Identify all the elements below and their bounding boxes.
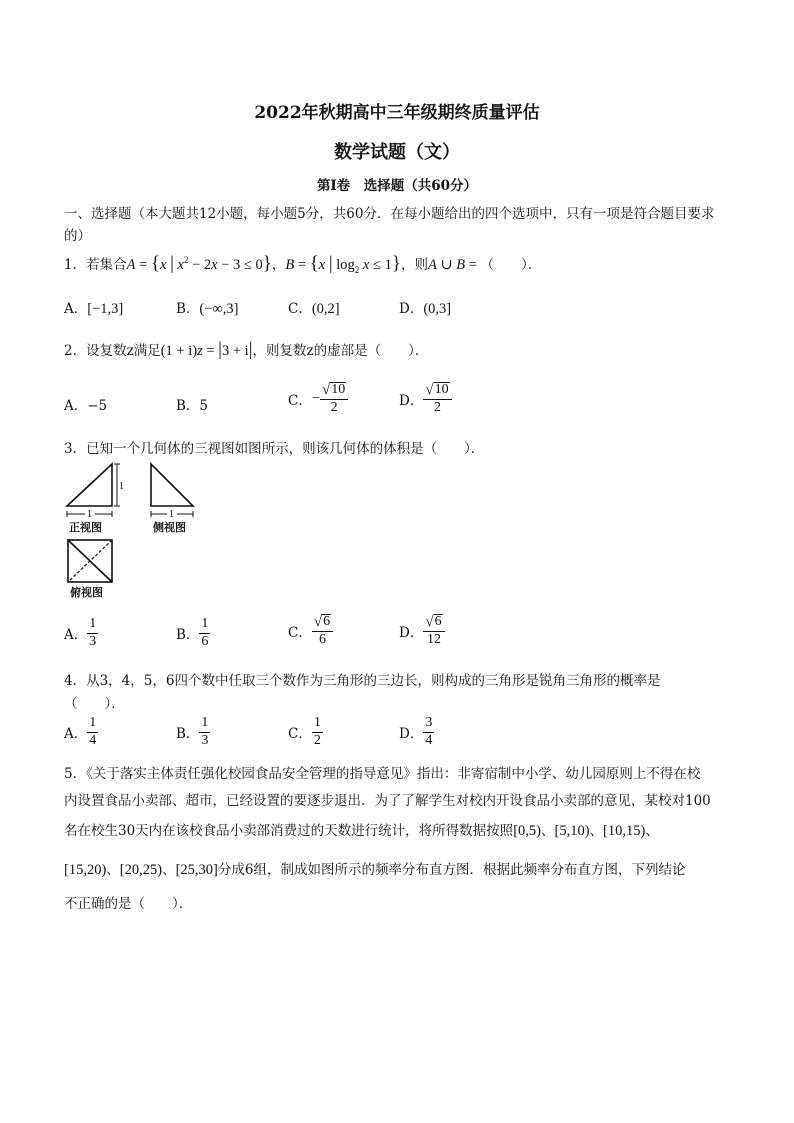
question-5-line-5: 不正确的是（ ）． bbox=[64, 896, 193, 912]
question-2 bbox=[64, 339, 428, 360]
q3-option-b: B． $\frac{1}{6}$ bbox=[176, 616, 209, 649]
q4-option-c: C． $\frac{1}{2}$ bbox=[288, 715, 321, 748]
q2-option-b: B．5 bbox=[176, 398, 209, 414]
question-4-line-1: 4．从3，4，5，6四个数中任取三个数作为三角形的三边长，则构成的三角形是锐角三角形的概率是 bbox=[64, 673, 661, 689]
complex-equation: (1 + i)z = |3 + i| bbox=[160, 339, 253, 360]
q1-option-d: D．(0,3] bbox=[399, 301, 452, 317]
q1-option-c: C．(0,2] bbox=[288, 301, 340, 317]
question-5-line-1: 5．《关于落实主体责任强化校园食品安全管理的指导意见》指出：非寄宿制中小学、幼儿园原则上不得在校 bbox=[64, 766, 701, 782]
exam-subtitle: 数学试题（文） bbox=[334, 142, 460, 163]
q4-option-d: D． $\frac{3}{4}$ bbox=[399, 715, 433, 748]
union-expression: A ∪ B = bbox=[427, 257, 481, 273]
instructions-line-1: 一、选择题（本大题共12小题，每小题5分，共60分．在每小题给出的四个选项中，只有一项是符合题目要求 bbox=[64, 206, 715, 222]
three-view-figure bbox=[62, 462, 202, 602]
question-5-line-3: 名在校生30天内在该校食品小卖部消费过的天数进行统计，将所得数据按照[0,5)、[5,10)、[10,15)、 bbox=[64, 823, 659, 839]
q2-prefix: 2．设复数z满足 bbox=[64, 343, 161, 359]
section-heading: 第Ⅰ卷 选择题（共60分） bbox=[316, 178, 478, 194]
front-view-label: 正视图 bbox=[69, 521, 102, 534]
exam-title: 2022年秋期高中三年级期终质量评估 bbox=[254, 103, 540, 123]
question-4-line-2: （ ）． bbox=[64, 696, 125, 712]
q1-option-a: A．[−1,3] bbox=[64, 301, 124, 317]
side-dim-label: 1 bbox=[169, 509, 174, 520]
q3-option-c: C． √ 6 6 bbox=[288, 614, 333, 648]
q1-end: （ ）． bbox=[480, 257, 542, 273]
q4-option-a: A． $\frac{1}{4}$ bbox=[64, 715, 97, 748]
question-3: 3．已知一个几何体的三视图如图所示，则该几何体的体积是（ ）． bbox=[64, 441, 485, 457]
q1-prefix: 1．若集合 bbox=[64, 257, 127, 273]
width-dim-label: 1 bbox=[87, 509, 92, 520]
q4-option-b: B． $\frac{1}{3}$ bbox=[176, 715, 209, 748]
q2-end: ，则复数z的虚部是（ ）． bbox=[252, 343, 429, 359]
instructions-line-2: 的） bbox=[64, 228, 91, 244]
q1-mid: ，则 bbox=[400, 257, 428, 273]
question-5-line-2: 内设置食品小卖部、超市，已经设置的要逐步退出．为了了解学生对校内开设食品小卖部的意见，某校对100 bbox=[64, 793, 711, 809]
height-dim-label: 1 bbox=[119, 481, 124, 492]
q2-option-a: A．−5 bbox=[64, 398, 108, 414]
q3-option-a: A． $\frac{1}{3}$ bbox=[64, 616, 97, 649]
set-b-expression: B = {x | $\log_2 x \le 1$} bbox=[285, 253, 401, 275]
side-view bbox=[151, 464, 193, 506]
q3-option-d: D． √ 6 12 bbox=[399, 614, 445, 648]
q2-option-d: D． √ 10 2 bbox=[399, 382, 452, 416]
q2-option-c: C．− √ 10 2 bbox=[288, 382, 348, 416]
set-a-expression: A = {x | $x^2 - 2x - 3 \le 0$} bbox=[126, 253, 272, 274]
front-view bbox=[67, 464, 112, 506]
question-1: 1．若集合A = {x | $x^2 - 2x - 3 \le 0$}，B = {x | $\log_2 x \le 1$}，则A ∪ B = （ ）． bbox=[64, 253, 542, 275]
top-view-label: 俯视图 bbox=[70, 586, 103, 599]
side-view-label: 侧视图 bbox=[153, 521, 186, 534]
q1-option-b: B．(−∞,3] bbox=[176, 301, 239, 317]
question-5-line-4: [15,20)、[20,25)、[25,30]分成6组，制成如图所示的频率分布直方图．根据此频率分布直方图，下列结论 bbox=[64, 862, 686, 878]
